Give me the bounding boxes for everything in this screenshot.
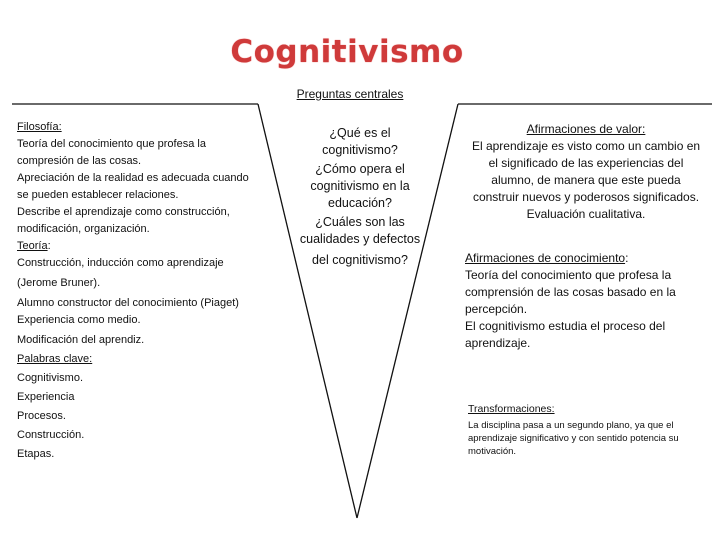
filosofia-item: Describe el aprendizaje como construcción, modificación, organización.: [17, 206, 230, 235]
question: del cognitivismo?: [312, 253, 408, 267]
conocimiento-colon: :: [625, 251, 629, 265]
palabra-item: Construcción.: [17, 429, 85, 441]
filosofia-label: Filosofía:: [17, 121, 62, 133]
palabra-item: Procesos.: [17, 410, 66, 422]
transform-label: Transformaciones:: [468, 403, 555, 415]
page-title: Cognitivismo: [230, 34, 464, 70]
question: ¿Qué es el cognitivismo?: [322, 126, 398, 157]
valor-eval: Evaluación cualitativa.: [526, 207, 646, 221]
teoria-heading: [17, 238, 262, 255]
conocimiento-item: Teoría del conocimiento que profesa la comprensión de las cosas basado en la percepción.: [465, 268, 676, 316]
conocimiento-heading: [465, 250, 705, 267]
central-questions-heading: Preguntas centrales: [296, 87, 404, 101]
transform-text: La disciplina pasa a un segundo plano, ya que el aprendizaje significativo y con sentido potencia su motivación.: [468, 420, 679, 457]
left-column: [17, 119, 262, 463]
teoria-item: Construcción, inducción como aprendizaje: [17, 257, 224, 269]
filosofia-item: Apreciación de la realidad es adecuada cuando se pueden establecer relaciones.: [17, 172, 249, 201]
teoria-item: Alumno constructor del conocimiento (Piaget): [17, 297, 239, 309]
central-questions: [296, 125, 424, 271]
palabras-label: Palabras clave:: [17, 353, 93, 365]
teoria-item: Modificación del aprendiz.: [17, 334, 145, 346]
palabra-item: Experiencia: [17, 391, 75, 403]
value-statements: [468, 121, 704, 223]
question: ¿Cuáles son las cualidades y defectos: [299, 215, 421, 246]
palabra-item: Etapas.: [17, 448, 55, 460]
transformations: [468, 403, 708, 458]
palabra-item: Cognitivismo.: [17, 372, 84, 384]
teoria-item: (Jerome Bruner).: [17, 277, 101, 289]
teoria-item: Experiencia como medio.: [17, 314, 141, 326]
teoria-label: Teoría: [17, 240, 48, 252]
conocimiento-label: Afirmaciones de conocimiento: [465, 251, 626, 265]
conocimiento-item: El cognitivismo estudia el proceso del aprendizaje.: [465, 319, 666, 350]
valor-label: Afirmaciones de valor:: [526, 122, 646, 136]
valor-text: El aprendizaje es visto como un cambio en el significado de las experiencias del alumno, de manera que este pueda construir nuevos y poderosos significados.: [471, 139, 701, 204]
question: ¿Cómo opera el cognitivismo en la educación?: [310, 162, 410, 210]
knowledge-statements: [465, 250, 705, 352]
teoria-colon: :: [47, 240, 51, 252]
filosofia-item: Teoría del conocimiento que profesa la compresión de las cosas.: [17, 138, 206, 167]
